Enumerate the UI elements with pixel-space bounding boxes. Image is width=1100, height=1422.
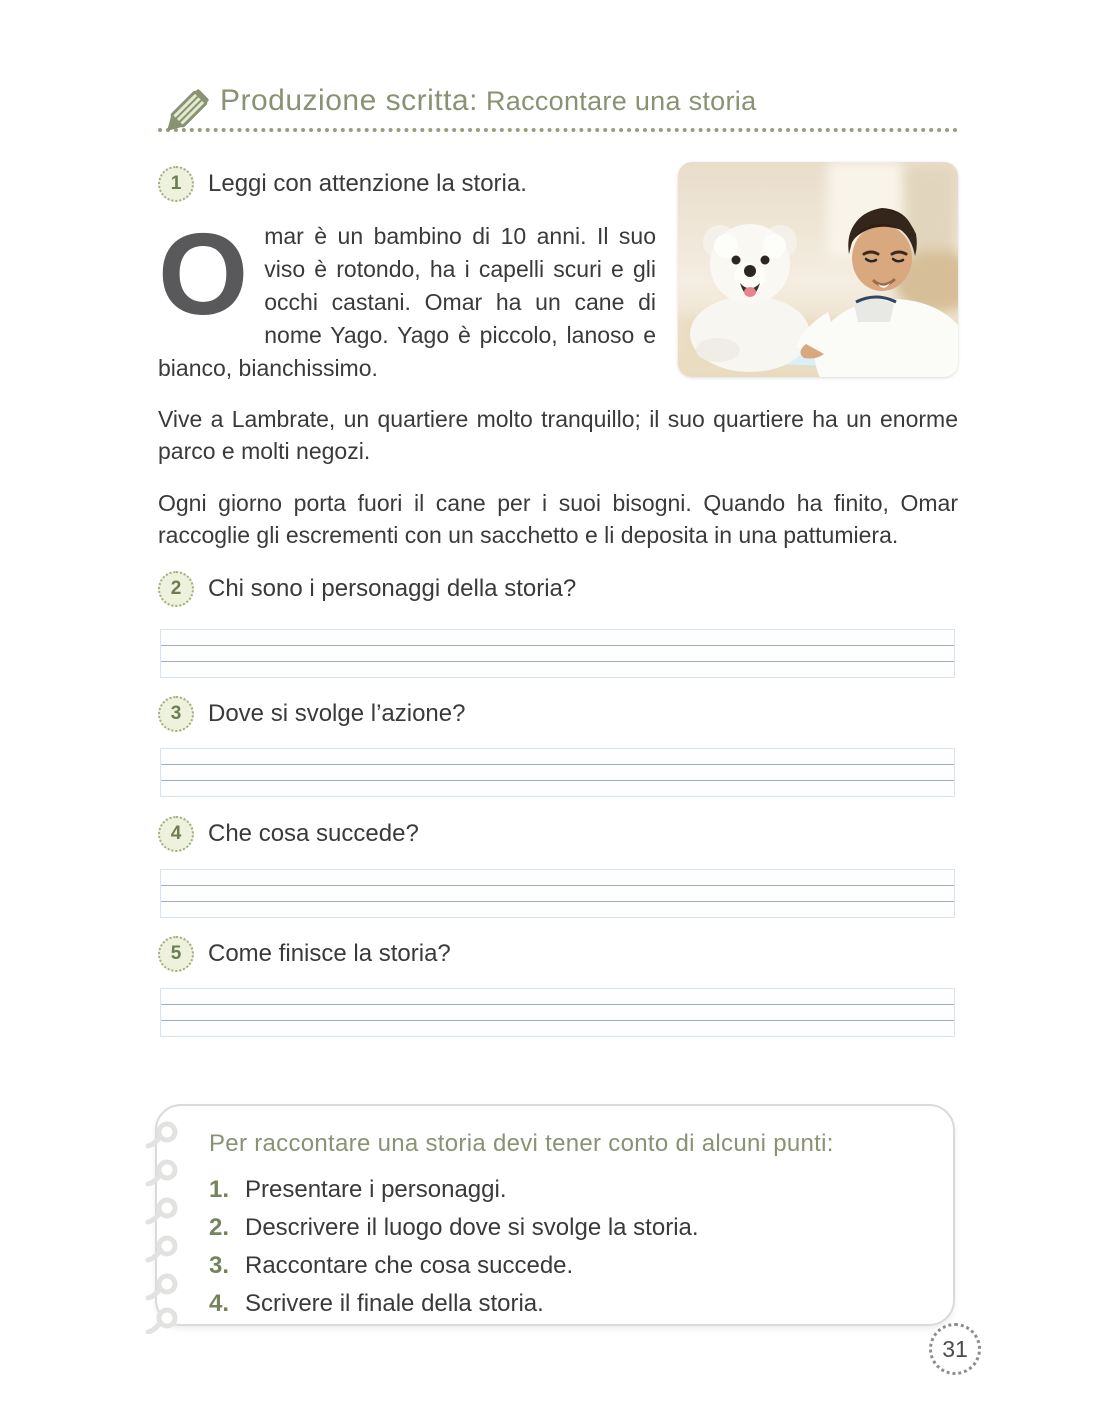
spiral-binding-icon [144,1112,184,1339]
tips-box [155,1104,955,1326]
tip-number: 3. [209,1252,230,1279]
tip-text: Raccontare che cosa succede. [245,1252,574,1279]
exercise-5 [158,936,958,972]
exercise-2 [158,571,958,607]
section-header [158,84,958,132]
tip-item-3 [209,1252,923,1279]
exercise-3-badge: 3 [158,696,194,732]
story-paragraph-3: Ogni giorno porta fuori il cane per i suoi bisogni. Quando ha finito, Omar raccoglie gli escrementi con un sacchetto e li deposita in una pattumiera. [158,490,958,548]
exercise-2-badge: 2 [158,571,194,607]
tip-number: 4. [209,1290,230,1317]
exercise-5-badge: 5 [158,936,194,972]
tip-item-2 [209,1214,923,1241]
tip-text: Presentare i personaggi. [245,1176,507,1203]
page-title: Produzione scritta: [220,84,478,117]
exercise-4 [158,816,958,852]
page-number-badge: 31 [929,1323,981,1375]
tip-number: 2. [209,1214,230,1241]
exercise-1-badge: 1 [158,166,194,202]
exercise-3-prompt: Dove si svolge l’azione? [208,700,466,727]
answer-lines-3[interactable] [160,748,955,797]
exercise-4-badge: 4 [158,816,194,852]
exercise-1 [158,166,958,385]
pencil-icon [156,86,212,142]
tip-text: Scrivere il finale della storia. [245,1290,544,1317]
exercise-2-prompt: Chi sono i personaggi della storia? [208,575,577,602]
exercise-5-prompt: Come finisce la storia? [208,940,451,967]
tips-heading: Per raccontare una storia devi tener conto di alcuni punti: [209,1130,834,1157]
answer-lines-5[interactable] [160,988,955,1037]
answer-lines-4[interactable] [160,869,955,918]
tip-item-4 [209,1290,923,1317]
exercise-1-prompt: Leggi con attenzione la storia. [208,170,527,197]
exercise-4-prompt: Che cosa succede? [208,820,419,847]
tip-item-1 [209,1176,923,1203]
story-paragraph-1: Omar è un bambino di 10 anni. Il suo viso è rotondo, ha i capelli scuri e gli occhi castani. Omar ha un cane di nome Yago. Yago è piccolo, lanoso e bianco, bianchissimo. [158,209,656,381]
tip-number: 1. [209,1176,230,1203]
exercise-3 [158,696,958,732]
drop-cap: O [158,209,249,339]
page-subtitle: Raccontare una storia [485,86,757,116]
story-photo [678,162,958,377]
answer-lines-2[interactable] [160,629,955,678]
story-paragraph-2: Vive a Lambrate, un quartiere molto tranquillo; il suo quartiere ha un enorme parco e molti negozi. [158,406,958,464]
tip-text: Descrivere il luogo dove si svolge la storia. [245,1214,699,1241]
